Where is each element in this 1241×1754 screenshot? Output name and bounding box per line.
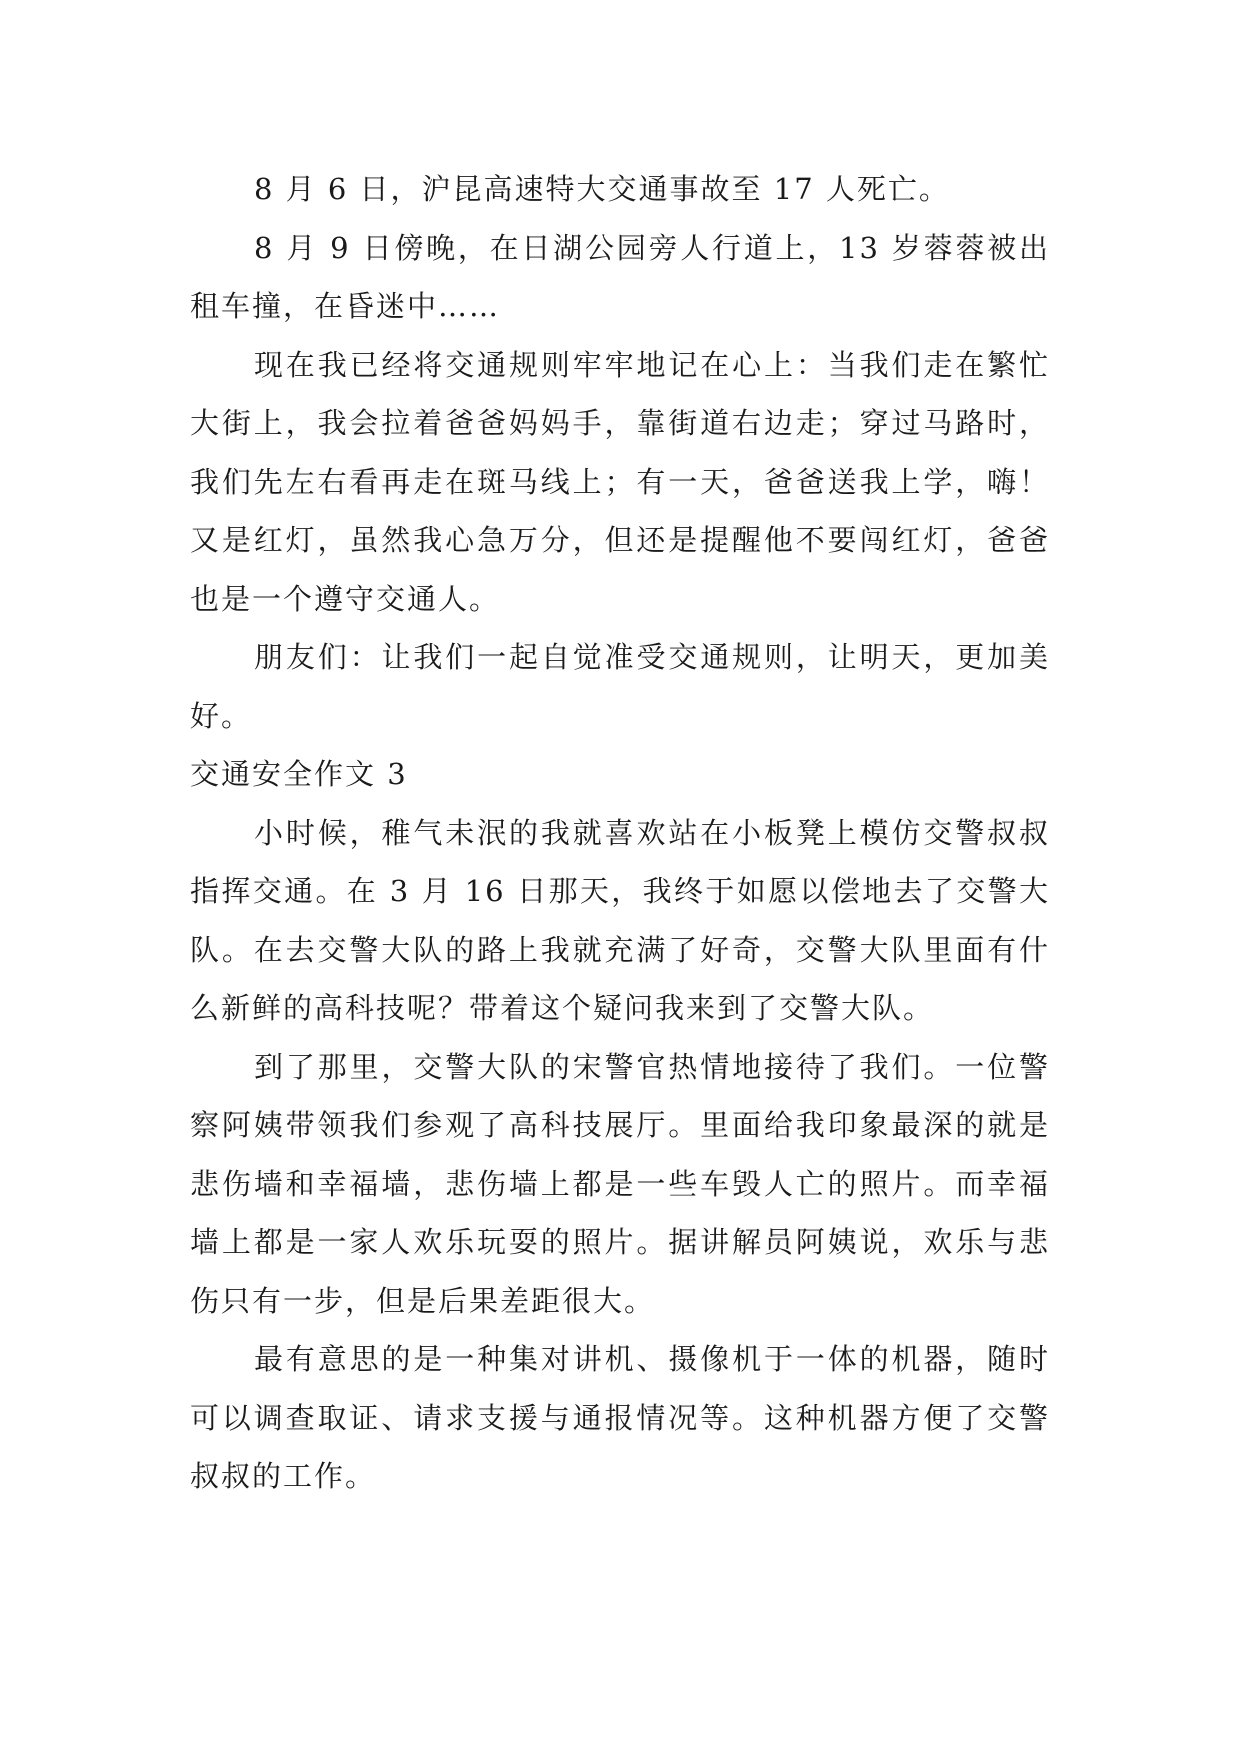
paragraph-device: 最有意思的是一种集对讲机、摄像机于一体的机器，随时可以调查取证、请求支援与通报情况等。这种机器方便了交警叔叔的工作。 [190, 1342, 1050, 1493]
paragraph-childhood-visit: 小时候，稚气未泯的我就喜欢站在小板凳上模仿交警叔叔指挥交通。在 3 月 16 日那天，我终于如愿以偿地去了交警大队。在去交警大队的路上我就充满了好奇，交警大队里面有什么新鲜的高科技呢？带着这个疑问我来到了交警大队。 [190, 815, 1050, 1025]
document-body [190, 160, 1050, 1506]
essay-heading: 交通安全作文 3 [190, 757, 408, 791]
paragraph-accident-aug6: 8 月 6 日，沪昆高速特大交通事故至 17 人死亡。 [254, 172, 950, 206]
paragraph-exhibition-hall: 到了那里，交警大队的宋警官热情地接待了我们。一位警察阿姨带领我们参观了高科技展厅。里面给我印象最深的就是悲伤墙和幸福墙，悲伤墙上都是一些车毁人亡的照片。而幸福墙上都是一家人欢乐玩耍的照片。据讲解员阿姨说，欢乐与悲伤只有一步，但是后果差距很大。 [190, 1049, 1050, 1318]
paragraph-traffic-rules: 现在我已经将交通规则牢牢地记在心上：当我们走在繁忙大街上，我会拉着爸爸妈妈手，靠街道右边走；穿过马路时，我们先左右看再走在斑马线上；有一天，爸爸送我上学，嗨！又是红灯，虽然我心急万分，但还是提醒他不要闯红灯，爸爸也是一个遵守交通人。 [190, 347, 1050, 616]
paragraph-accident-aug9: 8 月 9 日傍晚，在日湖公园旁人行道上，13 岁蓉蓉被出租车撞，在昏迷中…… [190, 230, 1050, 323]
paragraph-call-to-friends: 朋友们：让我们一起自觉准受交通规则，让明天，更加美好。 [190, 640, 1050, 733]
